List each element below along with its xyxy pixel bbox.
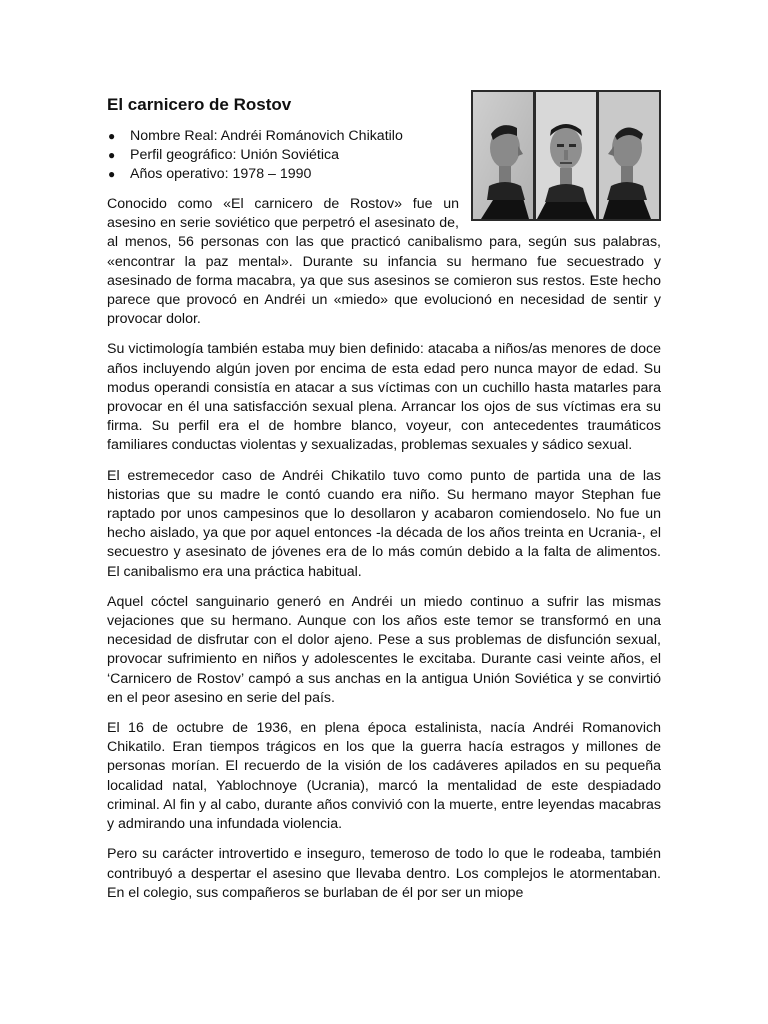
fact-text: Nombre Real: Andréi Románovich Chikatilo bbox=[130, 128, 403, 144]
document-page bbox=[107, 88, 661, 914]
fact-text: Años operativo: 1978 – 1990 bbox=[130, 166, 312, 182]
list-item bbox=[107, 165, 661, 184]
paragraph-character: Pero su carácter introvertido e inseguro, temeroso de todo lo que le rodeaba, también contribuyó a despertar el asesino que llevaba dentro. Los complejos le atormentaban. En el colegio, sus compañeros se burlaban de él por ser un miope bbox=[107, 846, 661, 901]
bullet-icon: ● bbox=[108, 148, 116, 162]
paragraph-fear: Aquel cóctel sanguinario generó en Andréi un miedo continuo a sufrir las mismas vejaciones que su hermano. Aunque con los años este temor se transformó en una necesidad de disfrutar con el dolor ajeno. Pese a sus problemas de disfunción sexual, provocar sufrimiento en niños y adolescentes le excitaba. Durante casi veinte años, el ‘Carnicero de Rostov’ campó a sus anchas en la antigua Unión Soviética y se convirtió en el peor asesino en serie del país. bbox=[107, 593, 661, 706]
paragraph-birth: El 16 de octubre de 1936, en plena época estalinista, nacía Andréi Romanovich Chikatilo. Eran tiempos trágicos en los que la guerra hacía estragos y millones de personas morían. El recuerdo de la visión de los cadáveres apilados en su pequeña localidad natal, Yablochnoye (Ucrania), marcó la mentalidad de este despiadado criminal. Al fin y al cabo, durante años convivió con la muerte, entre leyendas macabras y admirando una infundada violencia. bbox=[107, 720, 661, 833]
bullet-icon: ● bbox=[108, 167, 116, 181]
paragraph-origin: El estremecedor caso de Andréi Chikatilo tuvo como punto de partida una de las historias que su madre le contó cuando era niño. Su hermano mayor Stephan fue raptado por unos campesinos que lo desollaron y acabaron comiendoselo. No fue un hecho aislado, ya que por aquel entonces -la década de los años treinta en Ucrania-, el secuestro y asesinato de jóvenes era de lo más común debido a la falta de alimentos. El canibalismo era una práctica habitual. bbox=[107, 467, 661, 580]
fact-text: Perfil geográfico: Unión Soviética bbox=[130, 147, 339, 163]
bullet-icon: ● bbox=[108, 129, 116, 143]
paragraph-intro: Conocido como «El carnicero de Rostov» fue un asesino en serie soviético que perpetró el asesinato de, al menos, 56 personas con las que practicó canibalismo para, según sus palabras, «encontrar la paz mental». Durante su infancia su hermano fue secuestrado y asesinado de forma macabra, ya que sus asesinos se comieron sus restos. Este hecho parece que provocó en Andréi un «miedo» que evolucionó en necesidad de sentir y provocar dolor. bbox=[107, 196, 661, 328]
document-title: El carnicero de Rostov bbox=[107, 95, 292, 114]
list-item bbox=[107, 127, 661, 146]
paragraph-victimology: Su victimología también estaba muy bien definido: atacaba a niños/as menores de doce años incluyendo algún joven por encima de esta edad pero nunca mayor de edad. Su modus operandi consistía en atacar a sus víctimas con un cuchillo hasta matarles para provocar en él una satisfacción sexual plena. Arrancar los ojos de sus víctimas era su firma. Su perfil era el de hombre blanco, voyeur, con antecedentes traumáticos familiares conductas violentas y sexualizadas, problemas sexuales y sádico sexual. bbox=[107, 341, 661, 454]
facts-list bbox=[107, 127, 661, 184]
list-item bbox=[107, 146, 661, 165]
